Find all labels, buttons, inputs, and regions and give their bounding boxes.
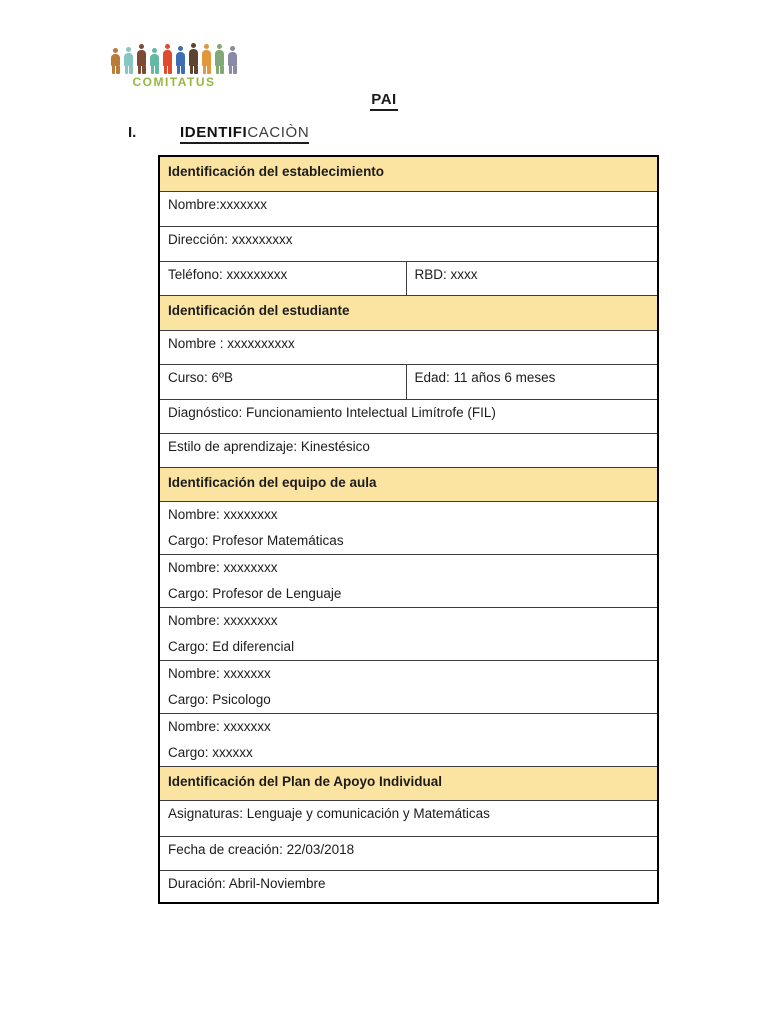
equipo-nombre: Nombre: xxxxxxxx <box>168 559 278 575</box>
equipo-cargo: Cargo: xxxxxx <box>168 744 253 760</box>
cell-equipo-4 <box>159 660 658 713</box>
cell-diagnostico: Diagnóstico: Funcionamiento Intelectual Limítrofe (FIL) <box>159 399 658 433</box>
table-row <box>159 261 658 295</box>
cell-duracion: Duración: Abril-Noviembre <box>159 870 658 903</box>
equipo-nombre: Nombre: xxxxxxx <box>168 718 271 734</box>
cell-equipo-3 <box>159 607 658 660</box>
table-row <box>159 191 658 226</box>
cell-fecha-creacion: Fecha de creación: 22/03/2018 <box>159 836 658 870</box>
equipo-nombre: Nombre: xxxxxxx <box>168 665 271 681</box>
person-figure-icon <box>215 44 224 74</box>
cell-establecimiento-nombre: Nombre:xxxxxxx <box>159 191 658 226</box>
table-row <box>159 660 658 713</box>
section-title <box>180 124 309 144</box>
cell-rbd: RBD: xxxx <box>406 261 658 295</box>
table-row <box>159 467 658 501</box>
person-figure-icon <box>124 47 133 74</box>
table-row <box>159 800 658 836</box>
document-title-line <box>0 91 768 111</box>
cell-asignaturas: Asignaturas: Lenguaje y comunicación y Matemáticas <box>159 800 658 836</box>
cell-curso: Curso: 6ºB <box>159 364 406 399</box>
table-row <box>159 399 658 433</box>
equipo-cargo: Cargo: Profesor de Lenguaje <box>168 585 342 601</box>
cell-edad: Edad: 11 años 6 meses <box>406 364 658 399</box>
table-row <box>159 836 658 870</box>
person-figure-icon <box>228 46 237 74</box>
cell-equipo-1 <box>159 501 658 554</box>
section-title-light: CACIÒN <box>247 124 310 141</box>
section-number: I. <box>128 124 137 141</box>
equipo-nombre: Nombre: xxxxxxxx <box>168 506 278 522</box>
cell-equipo-2 <box>159 554 658 607</box>
table-row <box>159 870 658 903</box>
table-row <box>159 554 658 607</box>
table-row <box>159 364 658 399</box>
equipo-cargo: Cargo: Psicologo <box>168 691 271 707</box>
table-row <box>159 295 658 330</box>
section-heading <box>128 124 309 144</box>
logo-wordmark: COMITATUS <box>132 75 216 89</box>
identification-table <box>158 155 659 904</box>
table-row <box>159 433 658 467</box>
person-figure-icon <box>202 44 211 74</box>
table-row <box>159 766 658 800</box>
section-header-establecimiento: Identificación del establecimiento <box>159 156 658 191</box>
table-row <box>159 501 658 554</box>
equipo-cargo: Cargo: Profesor Matemáticas <box>168 532 344 548</box>
person-figure-icon <box>189 43 198 74</box>
cell-estilo-aprendizaje: Estilo de aprendizaje: Kinestésico <box>159 433 658 467</box>
comitatus-logo <box>106 42 242 89</box>
table-row <box>159 713 658 766</box>
section-header-plan-apoyo: Identificación del Plan de Apoyo Individual <box>159 766 658 800</box>
cell-equipo-5 <box>159 713 658 766</box>
table-row <box>159 156 658 191</box>
cell-direccion: Dirección: xxxxxxxxx <box>159 226 658 261</box>
logo-figures <box>106 42 242 74</box>
equipo-cargo: Cargo: Ed diferencial <box>168 638 295 654</box>
cell-estudiante-nombre: Nombre : xxxxxxxxxx <box>159 330 658 364</box>
person-figure-icon <box>137 44 146 74</box>
person-figure-icon <box>163 44 172 74</box>
table-row <box>159 330 658 364</box>
table-row <box>159 226 658 261</box>
section-header-equipo-aula: Identificación del equipo de aula <box>159 467 658 501</box>
table-row <box>159 607 658 660</box>
page-title: PAI <box>370 91 397 111</box>
person-figure-icon <box>150 48 159 74</box>
cell-telefono: Teléfono: xxxxxxxxx <box>159 261 406 295</box>
person-figure-icon <box>176 46 185 74</box>
equipo-nombre: Nombre: xxxxxxxx <box>168 612 278 628</box>
person-figure-icon <box>111 48 120 74</box>
section-header-estudiante: Identificación del estudiante <box>159 295 658 330</box>
section-title-strong: IDENTIFI <box>180 124 248 141</box>
